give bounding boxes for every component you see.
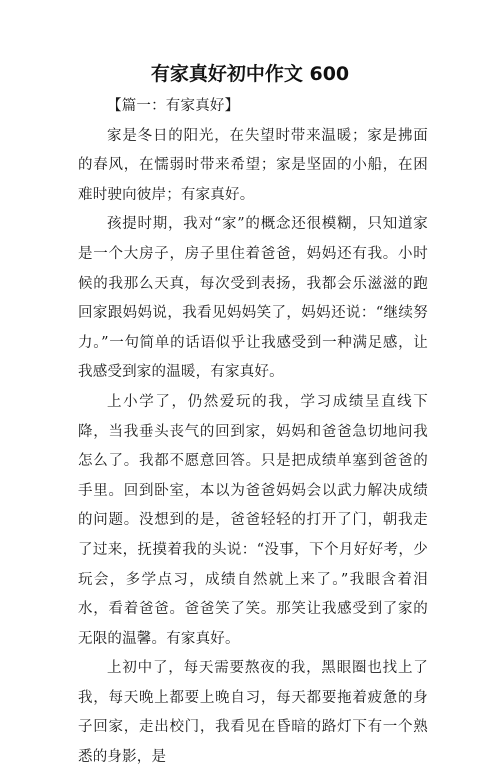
section-heading: 【篇一：有家真好】 — [107, 98, 240, 114]
paragraph-4: 上初中了，每天需要熬夜的我，黑眼圈也找上了我，每天晚上都要上晚自习，每天都要拖着疲惫的身子回家，走出校门，我看见在昏暗的路灯下有一个熟悉的身影，是 — [78, 660, 428, 766]
paragraph-1: 家是冬日的阳光，在失望时带来温暖；家是拂面的春风，在懦弱时带来希望；家是坚固的小船，在困难时驶向彼岸；有家真好。 — [78, 127, 428, 203]
paragraph-2: 孩提时期，我对“家”的概念还很模糊，只知道家是一个大房子，房子里住着爸爸，妈妈还有我。小时候的我那么天真，每次受到表扬，我都会乐滋滋的跑回家跟妈妈说，我看见妈妈笑了，妈妈还说：“继续努力。”一句简单的话语似乎让我感受到一种满足感，让我感受到家的温暖，有家真好。 — [78, 216, 428, 381]
essay-title: 有家真好初中作文 600 — [150, 63, 350, 85]
essay-body — [78, 92, 428, 773]
paragraph-3: 上小学了，仍然爱玩的我，学习成绩呈直线下降，当我垂头丧气的回到家，妈妈和爸爸急切地问我怎么了。我都不愿意回答。只是把成绩单塞到爸爸的手里。回到卧室，本以为爸爸妈妈会以武力解决成绩的问题。没想到的是，爸爸轻轻的打开了门，朝我走了过来，抚摸着我的头说：“没事，下个月好好考，少玩会，多学点习，成绩自然就上来了。”我眼含着泪水，看着爸爸。爸爸笑了笑。那笑让我感受到了家的无限的温馨。有家真好。 — [78, 393, 428, 647]
